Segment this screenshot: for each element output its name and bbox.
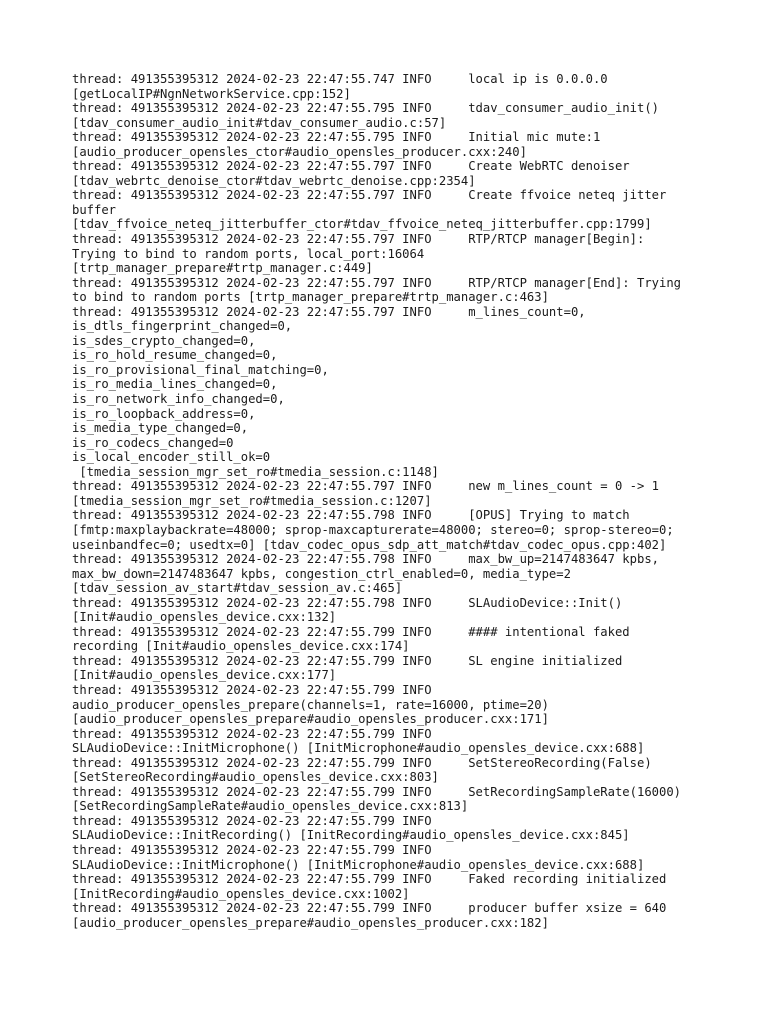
log-line: is_dtls_fingerprint_changed=0, [72, 319, 293, 334]
log-line: is_ro_provisional_final_matching=0, [72, 362, 329, 377]
log-line: [InitRecording#audio_opensles_device.cxx:1002] [72, 886, 410, 901]
log-line: thread: 491355395312 2024-02-23 22:47:55.799 INFO [72, 842, 432, 857]
log-line: is_ro_network_info_changed=0, [72, 392, 285, 407]
log-line: thread: 491355395312 2024-02-23 22:47:55.798 INFO SLAudioDevice::Init() [72, 595, 623, 610]
log-line: Trying to bind to random ports, local_port:16064 [72, 246, 425, 261]
log-line: audio_producer_opensles_prepare(channels=1, rate=16000, ptime=20) [72, 697, 549, 712]
log-line: [SetRecordingSampleRate#audio_opensles_device.cxx:813] [72, 799, 469, 814]
log-line: thread: 491355395312 2024-02-23 22:47:55.797 INFO Create ffvoice neteq jitter [72, 188, 667, 203]
log-line: [tdav_webrtc_denoise_ctor#tdav_webrtc_denoise.cpp:2354] [72, 173, 476, 188]
log-line: thread: 491355395312 2024-02-23 22:47:55.799 INFO Faked recording initialized [72, 872, 667, 887]
log-line: thread: 491355395312 2024-02-23 22:47:55.798 INFO max_bw_up=2147483647 kpbs, [72, 552, 659, 567]
log-line: recording [Init#audio_opensles_device.cxx:174] [72, 639, 410, 654]
log-line: to bind to random ports [trtp_manager_prepare#trtp_manager.c:463] [72, 290, 549, 305]
log-line: thread: 491355395312 2024-02-23 22:47:55.795 INFO Initial mic mute:1 [72, 130, 601, 145]
log-line: is_ro_hold_resume_changed=0, [72, 348, 278, 363]
log-line: is_ro_media_lines_changed=0, [72, 377, 278, 392]
log-line: is_ro_codecs_changed=0 [72, 435, 234, 450]
log-line: useinbandfec=0; usedtx=0] [tdav_codec_opus_sdp_att_match#tdav_codec_opus.cpp:402] [72, 537, 667, 552]
log-line: SLAudioDevice::InitRecording() [InitRecording#audio_opensles_device.cxx:845] [72, 828, 630, 843]
log-line: thread: 491355395312 2024-02-23 22:47:55.799 INFO producer buffer xsize = 640 [72, 901, 667, 916]
log-document [72, 72, 732, 945]
log-line: thread: 491355395312 2024-02-23 22:47:55.799 INFO #### intentional faked [72, 624, 630, 639]
log-line: max_bw_down=2147483647 kpbs, congestion_ctrl_enabled=0, media_type=2 [72, 566, 571, 581]
log-line: [Init#audio_opensles_device.cxx:132] [72, 610, 337, 625]
log-line: [getLocalIP#NgnNetworkService.cpp:152] [72, 86, 351, 101]
log-line: [tmedia_session_mgr_set_ro#tmedia_session.c:1148] [72, 464, 439, 479]
log-line: thread: 491355395312 2024-02-23 22:47:55.799 INFO [72, 813, 432, 828]
log-line: SLAudioDevice::InitMicrophone() [InitMicrophone#audio_opensles_device.cxx:688] [72, 741, 645, 756]
log-line: thread: 491355395312 2024-02-23 22:47:55.747 INFO local ip is 0.0.0.0 [72, 72, 608, 86]
log-line: is_media_type_changed=0, [72, 421, 249, 436]
log-line: [tdav_consumer_audio_init#tdav_consumer_audio.c:57] [72, 115, 447, 130]
log-line: [SetStereoRecording#audio_opensles_device.cxx:803] [72, 770, 439, 785]
log-line: [tmedia_session_mgr_set_ro#tmedia_session.c:1207] [72, 493, 432, 508]
log-line: is_local_encoder_still_ok=0 [72, 450, 271, 465]
log-line: thread: 491355395312 2024-02-23 22:47:55.797 INFO Create WebRTC denoiser [72, 159, 630, 174]
log-line: is_ro_loopback_address=0, [72, 406, 256, 421]
log-line: thread: 491355395312 2024-02-23 22:47:55.799 INFO SL engine initialized [72, 653, 623, 668]
log-line: thread: 491355395312 2024-02-23 22:47:55.795 INFO tdav_consumer_audio_init() [72, 101, 659, 116]
log-line: thread: 491355395312 2024-02-23 22:47:55.799 INFO SetRecordingSampleRate(16000) [72, 784, 682, 799]
log-line: buffer [72, 202, 117, 217]
log-line: [fmtp:maxplaybackrate=48000; sprop-maxcapturerate=48000; stereo=0; sprop-stereo=0; [72, 522, 674, 537]
log-line: [Init#audio_opensles_device.cxx:177] [72, 668, 337, 683]
log-line: SLAudioDevice::InitMicrophone() [InitMicrophone#audio_opensles_device.cxx:688] [72, 857, 645, 872]
log-line: is_sdes_crypto_changed=0, [72, 333, 256, 348]
log-line: [audio_producer_opensles_ctor#audio_opensles_producer.cxx:240] [72, 144, 527, 159]
log-line: thread: 491355395312 2024-02-23 22:47:55.797 INFO RTP/RTCP manager[End]: Trying [72, 275, 682, 290]
log-line: [trtp_manager_prepare#trtp_manager.c:449] [72, 261, 373, 276]
log-body [72, 72, 732, 945]
log-line [72, 930, 732, 945]
log-line: thread: 491355395312 2024-02-23 22:47:55.799 INFO SetStereoRecording(False) [72, 755, 652, 770]
log-line: [audio_producer_opensles_prepare#audio_opensles_producer.cxx:171] [72, 712, 549, 727]
log-line: [tdav_ffvoice_neteq_jitterbuffer_ctor#tdav_ffvoice_neteq_jitterbuffer.cpp:1799] [72, 217, 652, 232]
log-line: thread: 491355395312 2024-02-23 22:47:55.797 INFO RTP/RTCP manager[Begin]: [72, 232, 645, 247]
log-line: [audio_producer_opensles_prepare#audio_opensles_producer.cxx:182] [72, 915, 549, 930]
log-line: thread: 491355395312 2024-02-23 22:47:55.799 INFO [72, 726, 432, 741]
log-line: thread: 491355395312 2024-02-23 22:47:55.797 INFO m_lines_count=0, [72, 304, 586, 319]
log-line: thread: 491355395312 2024-02-23 22:47:55.797 INFO new m_lines_count = 0 -> 1 [72, 479, 659, 494]
log-line: [tdav_session_av_start#tdav_session_av.c:465] [72, 581, 403, 596]
log-line: thread: 491355395312 2024-02-23 22:47:55.798 INFO [OPUS] Trying to match [72, 508, 630, 523]
log-line: thread: 491355395312 2024-02-23 22:47:55.799 INFO [72, 682, 432, 697]
